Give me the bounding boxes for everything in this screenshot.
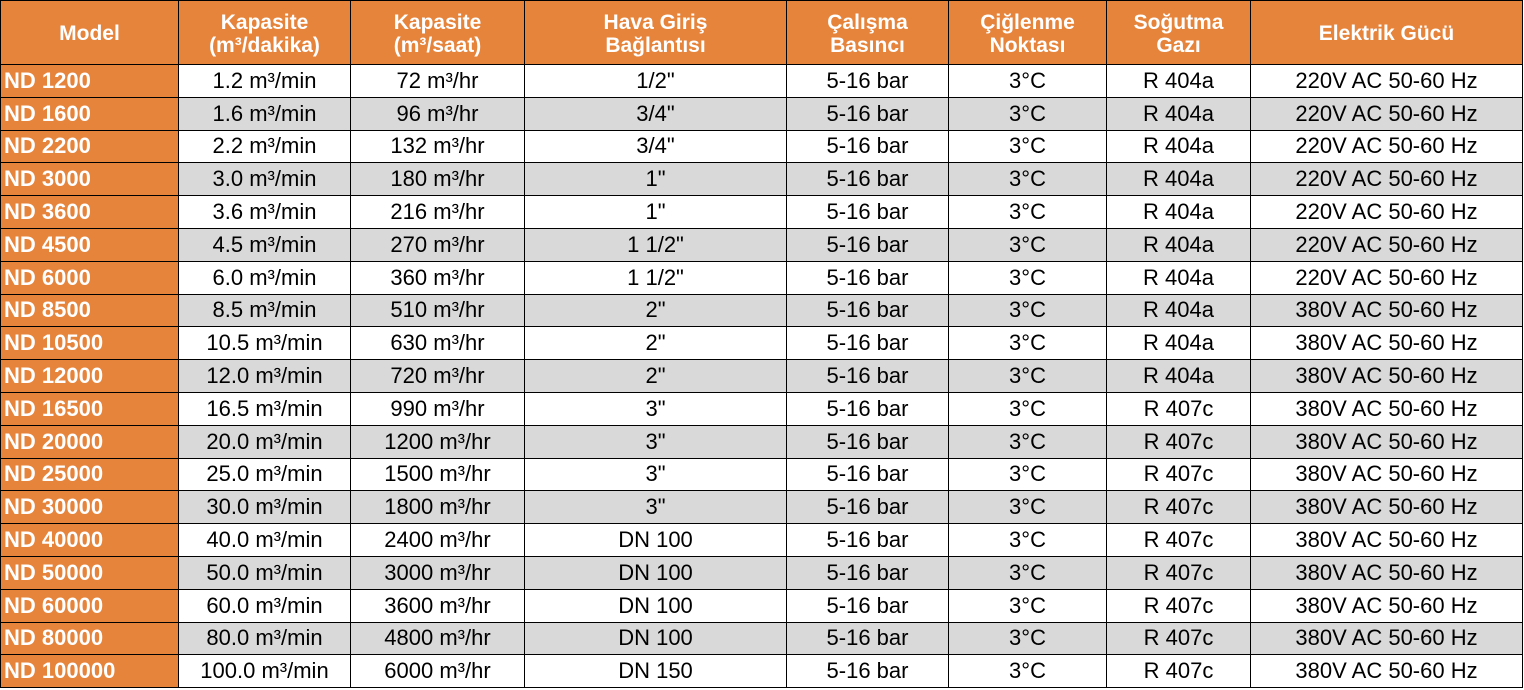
- refrigerant-gas-cell: R 407c: [1107, 392, 1251, 425]
- electric-power-cell: 380V AC 50-60 Hz: [1251, 360, 1523, 393]
- header-label-line: (m³/saat): [393, 33, 482, 57]
- capacity-per-hour-cell: 2400 m³/hr: [351, 524, 525, 557]
- capacity-per-minute-cell: 4.5 m³/min: [179, 228, 351, 261]
- refrigerant-gas-cell: R 407c: [1107, 622, 1251, 655]
- refrigerant-gas-cell: R 404a: [1107, 130, 1251, 163]
- model-cell: ND 30000: [1, 491, 179, 524]
- refrigerant-gas-cell: R 404a: [1107, 360, 1251, 393]
- header-label-line: Elektrik Gücü: [1318, 22, 1455, 45]
- working-pressure-cell: 5-16 bar: [787, 130, 949, 163]
- refrigerant-gas-cell: R 404a: [1107, 228, 1251, 261]
- capacity-per-hour-cell: 132 m³/hr: [351, 130, 525, 163]
- air-inlet-connection-cell: 2": [525, 294, 787, 327]
- model-cell: ND 1600: [1, 97, 179, 130]
- table-row: [1, 556, 1523, 589]
- dew-point-cell: 3°C: [949, 261, 1107, 294]
- working-pressure-cell: 5-16 bar: [787, 228, 949, 261]
- dew-point-cell: 3°C: [949, 360, 1107, 393]
- model-cell: ND 60000: [1, 589, 179, 622]
- table-row: [1, 622, 1523, 655]
- table-row: [1, 261, 1523, 294]
- table-row: [1, 65, 1523, 98]
- capacity-per-hour-header: [351, 1, 525, 65]
- header-label-line: Basıncı: [830, 33, 905, 57]
- dew-point-header: [949, 1, 1107, 65]
- electric-power-cell: 220V AC 50-60 Hz: [1251, 65, 1523, 98]
- table-row: [1, 655, 1523, 688]
- table-row: [1, 458, 1523, 491]
- model-cell: ND 40000: [1, 524, 179, 557]
- electric-power-cell: 220V AC 50-60 Hz: [1251, 130, 1523, 163]
- header-label-line: Hava Giriş: [603, 10, 708, 34]
- working-pressure-cell: 5-16 bar: [787, 458, 949, 491]
- working-pressure-cell: 5-16 bar: [787, 392, 949, 425]
- table-row: [1, 97, 1523, 130]
- refrigerant-gas-cell: R 407c: [1107, 589, 1251, 622]
- header-label-line: Çiğlenme: [980, 10, 1075, 34]
- air-inlet-connection-cell: 2": [525, 327, 787, 360]
- capacity-per-hour-cell: 1200 m³/hr: [351, 425, 525, 458]
- air-inlet-connection-cell: 2": [525, 360, 787, 393]
- header-label-line: Bağlantısı: [605, 33, 706, 57]
- header-label-line: Gazı: [1156, 33, 1201, 57]
- dew-point-cell: 3°C: [949, 392, 1107, 425]
- capacity-per-minute-cell: 10.5 m³/min: [179, 327, 351, 360]
- model-cell: ND 2200: [1, 130, 179, 163]
- working-pressure-cell: 5-16 bar: [787, 655, 949, 688]
- dew-point-cell: 3°C: [949, 327, 1107, 360]
- electric-power-cell: 380V AC 50-60 Hz: [1251, 294, 1523, 327]
- working-pressure-cell: 5-16 bar: [787, 524, 949, 557]
- dew-point-cell: 3°C: [949, 65, 1107, 98]
- dew-point-cell: 3°C: [949, 655, 1107, 688]
- air-inlet-connection-header: [525, 1, 787, 65]
- model-cell: ND 8500: [1, 294, 179, 327]
- model-cell: ND 80000: [1, 622, 179, 655]
- air-inlet-connection-cell: 1 1/2": [525, 228, 787, 261]
- capacity-per-minute-cell: 3.6 m³/min: [179, 196, 351, 229]
- capacity-per-minute-cell: 100.0 m³/min: [179, 655, 351, 688]
- dew-point-cell: 3°C: [949, 622, 1107, 655]
- table-row: [1, 360, 1523, 393]
- table-body: [1, 65, 1523, 688]
- refrigerant-gas-cell: R 407c: [1107, 458, 1251, 491]
- air-inlet-connection-cell: 3/4": [525, 97, 787, 130]
- capacity-per-hour-cell: 510 m³/hr: [351, 294, 525, 327]
- electric-power-cell: 220V AC 50-60 Hz: [1251, 196, 1523, 229]
- capacity-per-minute-cell: 60.0 m³/min: [179, 589, 351, 622]
- dew-point-cell: 3°C: [949, 97, 1107, 130]
- air-inlet-connection-cell: DN 100: [525, 589, 787, 622]
- model-cell: ND 25000: [1, 458, 179, 491]
- model-cell: ND 20000: [1, 425, 179, 458]
- model-cell: ND 10500: [1, 327, 179, 360]
- capacity-per-minute-cell: 20.0 m³/min: [179, 425, 351, 458]
- capacity-per-hour-cell: 270 m³/hr: [351, 228, 525, 261]
- working-pressure-cell: 5-16 bar: [787, 622, 949, 655]
- table-row: [1, 524, 1523, 557]
- working-pressure-cell: 5-16 bar: [787, 65, 949, 98]
- electric-power-cell: 220V AC 50-60 Hz: [1251, 261, 1523, 294]
- capacity-per-hour-cell: 630 m³/hr: [351, 327, 525, 360]
- capacity-per-hour-cell: 6000 m³/hr: [351, 655, 525, 688]
- electric-power-cell: 380V AC 50-60 Hz: [1251, 524, 1523, 557]
- refrigerant-gas-cell: R 407c: [1107, 425, 1251, 458]
- air-inlet-connection-cell: 3/4": [525, 130, 787, 163]
- model-cell: ND 1200: [1, 65, 179, 98]
- table-row: [1, 294, 1523, 327]
- air-inlet-connection-cell: 1/2": [525, 65, 787, 98]
- working-pressure-cell: 5-16 bar: [787, 327, 949, 360]
- model-cell: ND 100000: [1, 655, 179, 688]
- electric-power-cell: 220V AC 50-60 Hz: [1251, 97, 1523, 130]
- capacity-per-minute-cell: 1.6 m³/min: [179, 97, 351, 130]
- air-inlet-connection-cell: DN 100: [525, 524, 787, 557]
- header-label-line: Model: [59, 22, 120, 45]
- capacity-per-hour-cell: 720 m³/hr: [351, 360, 525, 393]
- capacity-per-minute-cell: 40.0 m³/min: [179, 524, 351, 557]
- refrigerant-gas-cell: R 404a: [1107, 261, 1251, 294]
- refrigerant-gas-cell: R 404a: [1107, 196, 1251, 229]
- model-header: [1, 1, 179, 65]
- electric-power-header: [1251, 1, 1523, 65]
- working-pressure-cell: 5-16 bar: [787, 589, 949, 622]
- dew-point-cell: 3°C: [949, 491, 1107, 524]
- dew-point-cell: 3°C: [949, 458, 1107, 491]
- refrigerant-gas-header: [1107, 1, 1251, 65]
- working-pressure-header: [787, 1, 949, 65]
- table-row: [1, 491, 1523, 524]
- capacity-per-minute-cell: 3.0 m³/min: [179, 163, 351, 196]
- model-cell: ND 16500: [1, 392, 179, 425]
- electric-power-cell: 380V AC 50-60 Hz: [1251, 589, 1523, 622]
- capacity-per-minute-cell: 12.0 m³/min: [179, 360, 351, 393]
- refrigerant-gas-cell: R 407c: [1107, 524, 1251, 557]
- air-inlet-connection-cell: DN 100: [525, 556, 787, 589]
- capacity-per-hour-cell: 4800 m³/hr: [351, 622, 525, 655]
- table-row: [1, 327, 1523, 360]
- capacity-per-hour-cell: 216 m³/hr: [351, 196, 525, 229]
- refrigerant-gas-cell: R 404a: [1107, 97, 1251, 130]
- refrigerant-gas-cell: R 407c: [1107, 655, 1251, 688]
- electric-power-cell: 380V AC 50-60 Hz: [1251, 425, 1523, 458]
- electric-power-cell: 380V AC 50-60 Hz: [1251, 491, 1523, 524]
- header-label-line: Noktası: [989, 33, 1066, 57]
- air-inlet-connection-cell: 3": [525, 392, 787, 425]
- capacity-per-hour-cell: 96 m³/hr: [351, 97, 525, 130]
- dew-point-cell: 3°C: [949, 196, 1107, 229]
- dew-point-cell: 3°C: [949, 228, 1107, 261]
- working-pressure-cell: 5-16 bar: [787, 163, 949, 196]
- capacity-per-hour-cell: 1500 m³/hr: [351, 458, 525, 491]
- capacity-per-hour-cell: 360 m³/hr: [351, 261, 525, 294]
- capacity-per-hour-cell: 990 m³/hr: [351, 392, 525, 425]
- working-pressure-cell: 5-16 bar: [787, 491, 949, 524]
- capacity-per-minute-cell: 25.0 m³/min: [179, 458, 351, 491]
- electric-power-cell: 380V AC 50-60 Hz: [1251, 655, 1523, 688]
- working-pressure-cell: 5-16 bar: [787, 556, 949, 589]
- dew-point-cell: 3°C: [949, 130, 1107, 163]
- air-inlet-connection-cell: 1 1/2": [525, 261, 787, 294]
- dew-point-cell: 3°C: [949, 589, 1107, 622]
- capacity-per-minute-cell: 30.0 m³/min: [179, 491, 351, 524]
- electric-power-cell: 380V AC 50-60 Hz: [1251, 556, 1523, 589]
- table-row: [1, 163, 1523, 196]
- header-label-line: Kapasite: [393, 10, 482, 34]
- air-inlet-connection-cell: 3": [525, 491, 787, 524]
- header-label-line: (m³/dakika): [209, 33, 320, 57]
- working-pressure-cell: 5-16 bar: [787, 360, 949, 393]
- air-inlet-connection-cell: DN 100: [525, 622, 787, 655]
- working-pressure-cell: 5-16 bar: [787, 97, 949, 130]
- refrigerant-gas-cell: R 404a: [1107, 163, 1251, 196]
- model-cell: ND 4500: [1, 228, 179, 261]
- dew-point-cell: 3°C: [949, 425, 1107, 458]
- capacity-per-hour-cell: 3600 m³/hr: [351, 589, 525, 622]
- capacity-per-hour-cell: 3000 m³/hr: [351, 556, 525, 589]
- air-inlet-connection-cell: 1": [525, 196, 787, 229]
- model-cell: ND 6000: [1, 261, 179, 294]
- capacity-per-minute-cell: 8.5 m³/min: [179, 294, 351, 327]
- refrigerant-gas-cell: R 407c: [1107, 556, 1251, 589]
- dew-point-cell: 3°C: [949, 556, 1107, 589]
- air-inlet-connection-cell: DN 150: [525, 655, 787, 688]
- capacity-per-minute-cell: 6.0 m³/min: [179, 261, 351, 294]
- table-row: [1, 425, 1523, 458]
- electric-power-cell: 380V AC 50-60 Hz: [1251, 622, 1523, 655]
- table-row: [1, 228, 1523, 261]
- header-label-line: Kapasite: [220, 10, 309, 34]
- electric-power-cell: 220V AC 50-60 Hz: [1251, 163, 1523, 196]
- capacity-per-minute-cell: 1.2 m³/min: [179, 65, 351, 98]
- model-cell: ND 50000: [1, 556, 179, 589]
- header-label-line: Soğutma: [1133, 10, 1224, 34]
- electric-power-cell: 380V AC 50-60 Hz: [1251, 458, 1523, 491]
- electric-power-cell: 380V AC 50-60 Hz: [1251, 327, 1523, 360]
- electric-power-cell: 380V AC 50-60 Hz: [1251, 392, 1523, 425]
- capacity-per-minute-header: [179, 1, 351, 65]
- refrigerant-gas-cell: R 407c: [1107, 491, 1251, 524]
- table-row: [1, 196, 1523, 229]
- model-cell: ND 3000: [1, 163, 179, 196]
- air-inlet-connection-cell: 3": [525, 458, 787, 491]
- refrigerant-gas-cell: R 404a: [1107, 65, 1251, 98]
- dew-point-cell: 3°C: [949, 524, 1107, 557]
- capacity-per-minute-cell: 2.2 m³/min: [179, 130, 351, 163]
- table-row: [1, 392, 1523, 425]
- model-cell: ND 12000: [1, 360, 179, 393]
- capacity-per-minute-cell: 80.0 m³/min: [179, 622, 351, 655]
- dew-point-cell: 3°C: [949, 294, 1107, 327]
- table-row: [1, 589, 1523, 622]
- working-pressure-cell: 5-16 bar: [787, 425, 949, 458]
- capacity-per-minute-cell: 16.5 m³/min: [179, 392, 351, 425]
- header-row: [1, 1, 1523, 65]
- header-label-line: Çalışma: [827, 10, 908, 34]
- air-inlet-connection-cell: 3": [525, 425, 787, 458]
- capacity-per-hour-cell: 180 m³/hr: [351, 163, 525, 196]
- model-cell: ND 3600: [1, 196, 179, 229]
- capacity-per-minute-cell: 50.0 m³/min: [179, 556, 351, 589]
- refrigerant-gas-cell: R 404a: [1107, 294, 1251, 327]
- dew-point-cell: 3°C: [949, 163, 1107, 196]
- working-pressure-cell: 5-16 bar: [787, 196, 949, 229]
- electric-power-cell: 220V AC 50-60 Hz: [1251, 228, 1523, 261]
- table-row: [1, 130, 1523, 163]
- capacity-per-hour-cell: 72 m³/hr: [351, 65, 525, 98]
- air-inlet-connection-cell: 1": [525, 163, 787, 196]
- working-pressure-cell: 5-16 bar: [787, 294, 949, 327]
- capacity-per-hour-cell: 1800 m³/hr: [351, 491, 525, 524]
- working-pressure-cell: 5-16 bar: [787, 261, 949, 294]
- refrigerant-gas-cell: R 404a: [1107, 327, 1251, 360]
